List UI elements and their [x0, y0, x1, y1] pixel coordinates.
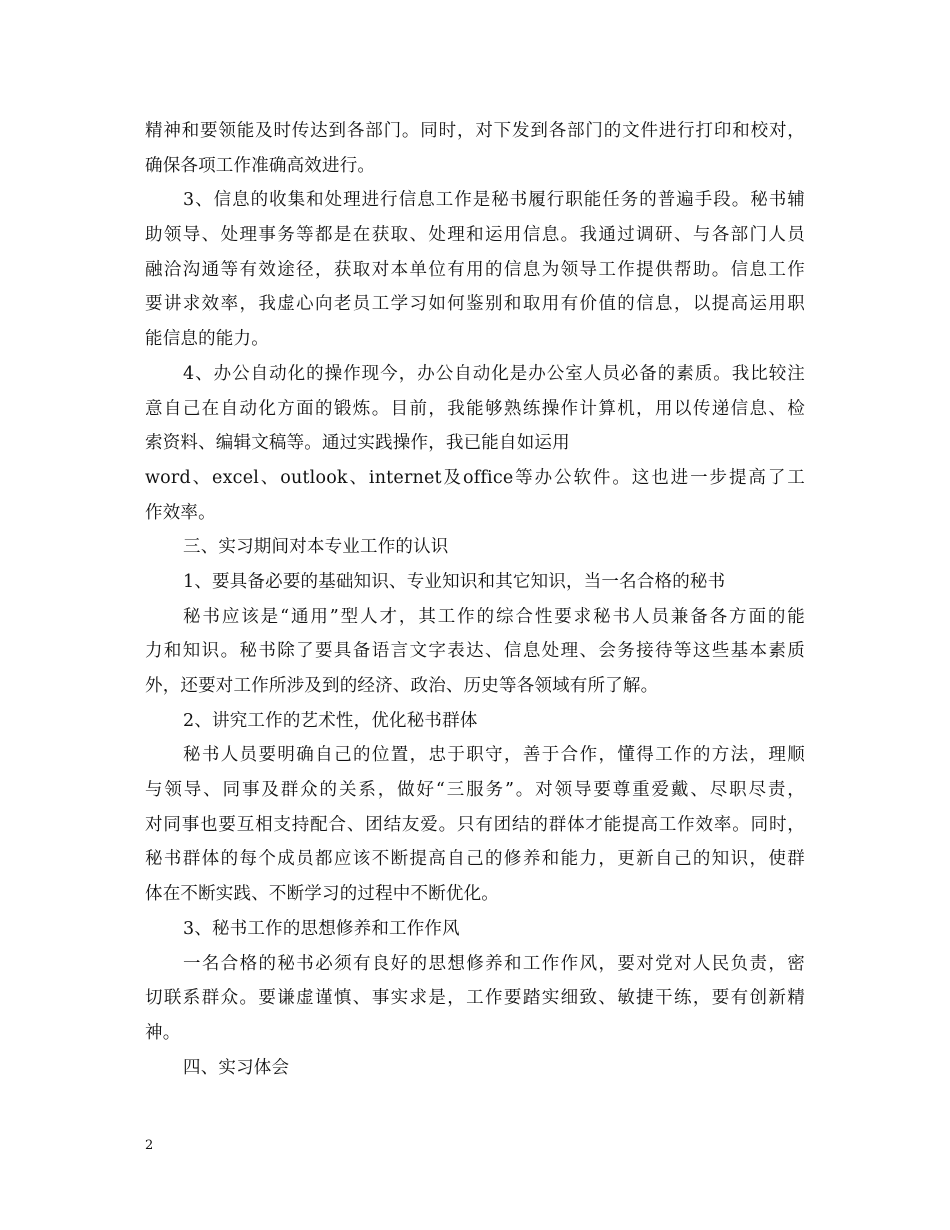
text-line: 精神和要领能及时传达到各部门。同时，对下发到各部门的文件进行打印和校对，	[145, 121, 805, 141]
paragraph-start-line: 3、信息的收集和处理进行信息工作是秘书履行职能任务的普遍手段。秘书辅	[183, 190, 805, 211]
text-line: 意自己在自动化方面的锻炼。目前，我能够熟练操作计算机，用以传递信息、检	[145, 398, 805, 419]
text-line: 索资料、编辑文稿等。通过实践操作，我已能自如运用	[145, 433, 570, 454]
paragraph-start-line: 一名合格的秘书必须有良好的思想修养和工作作风，要对党对人民负责，密	[183, 953, 805, 974]
text-line: 助领导、处理事务等都是在获取、处理和运用信息。我通过调研、与各部门人员	[145, 225, 805, 246]
text-line: 力和知识。秘书除了要具备语言文字表达、信息处理、会务接待等这些基本素质	[145, 641, 805, 662]
text-line: 切联系群众。要谦虚谨慎、事实求是，工作要踏实细致、敏捷干练，要有创新精	[145, 988, 805, 1009]
subsection-heading: 2、讲究工作的艺术性，优化秘书群体	[183, 710, 478, 731]
document-body	[145, 114, 805, 1085]
text-line: 融洽沟通等有效途径，获取对本单位有用的信息为领导工作提供帮助。信息工作	[145, 259, 805, 280]
text-line: 秘书群体的每个成员都应该不断提高自己的修养和能力，更新自己的知识，使群	[145, 849, 805, 870]
page-number: 2	[145, 1138, 154, 1153]
text-line: 神。	[145, 1022, 181, 1043]
text-line: 与领导、同事及群众的关系，做好“三服务”。对领导要尊重爱戴、尽职尽责，	[145, 780, 805, 801]
text-line: 外，还要对工作所涉及到的经济、政治、历史等各领域有所了解。	[145, 676, 659, 696]
subsection-heading: 3、秘书工作的思想修养和工作作风	[183, 918, 460, 939]
subsection-heading: 1、要具备必要的基础知识、专业知识和其它知识，当一名合格的秘书	[183, 571, 726, 592]
text-line: 要讲求效率，我虚心向老员工学习如何鉴别和取用有价值的信息，以提高运用职	[145, 294, 805, 315]
text-line: 体在不断实践、不断学习的过程中不断优化。	[145, 884, 499, 905]
section-heading: 三、实习期间对本专业工作的认识	[183, 537, 449, 558]
paragraph-start-line: 4、办公自动化的操作现今，办公自动化是办公室人员必备的素质。我比较注	[183, 363, 805, 384]
text-line: 对同事也要互相支持配合、团结友爱。只有团结的群体才能提高工作效率。同时，	[145, 814, 805, 835]
paragraph-start-line: 秘书人员要明确自己的位置，忠于职守，善于合作，懂得工作的方法，理顺	[183, 745, 805, 766]
section-heading: 四、实习体会	[183, 1057, 290, 1078]
text-line: 能信息的能力。	[145, 329, 269, 350]
text-line: word、excel、outlook、internet及office等办公软件。这也进一步提高了工	[145, 467, 805, 488]
text-line: 作效率。	[145, 502, 216, 523]
paragraph-start-line: 秘书应该是“通用”型人才，其工作的综合性要求秘书人员兼备各方面的能	[183, 606, 805, 627]
text-line: 确保各项工作准确高效进行。	[145, 155, 376, 176]
